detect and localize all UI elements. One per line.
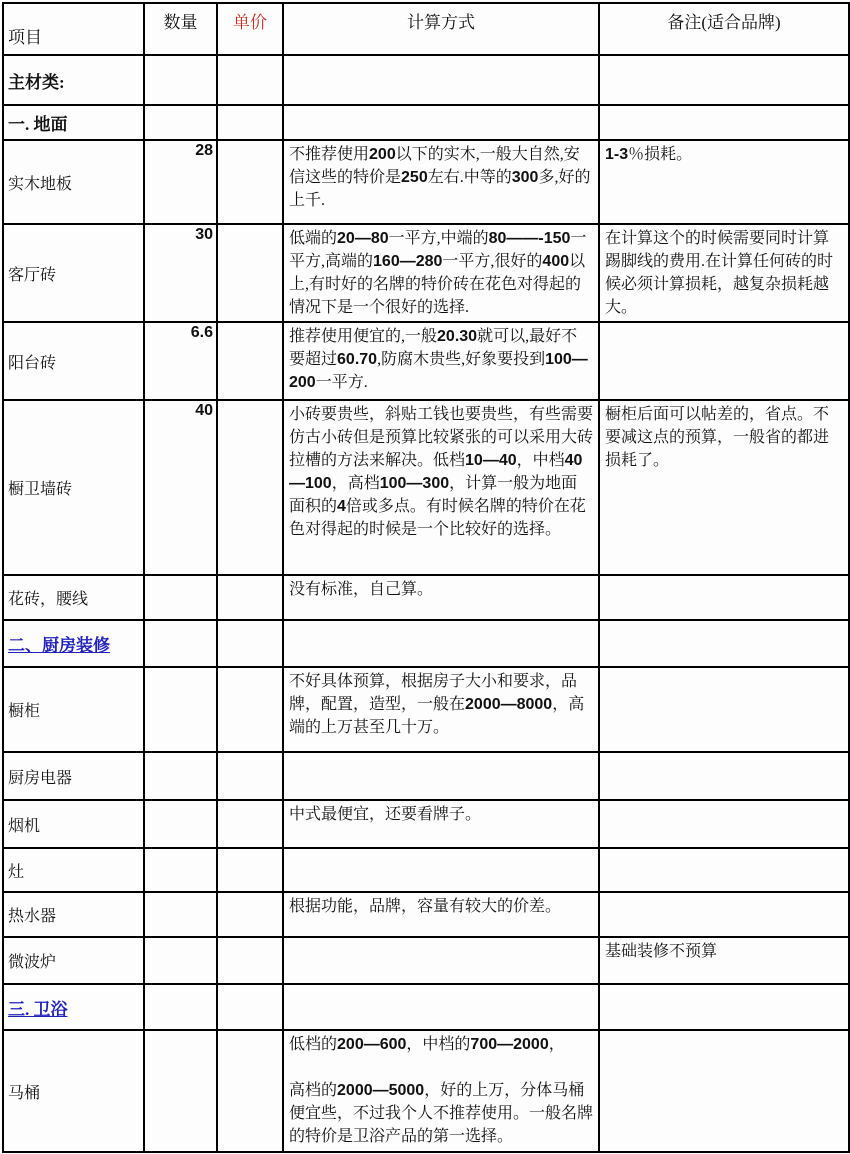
cell-text: 根据功能，品牌，容量有较大的价差。 [289,898,562,915]
table-row [3,224,849,322]
cell-text: 推荐使用便宜的,一般20.30就可以,最好不要超过60.70,防腐木贵些,好象要投到100—200一平方. [289,328,588,391]
item-cell [3,620,144,667]
unit-price-cell [217,322,283,400]
table-row [3,892,849,937]
item-cell [3,55,144,105]
table-row [3,667,849,752]
item-cell [3,575,144,620]
calc-method-cell [283,892,599,937]
cell-text: 1-3％损耗。 [605,146,693,163]
col-header-item: 项目 [3,3,144,55]
calc-method-cell [283,937,599,984]
calc-method-cell [283,752,599,800]
table-row [3,140,849,224]
item-cell [3,105,144,140]
quantity-cell [144,800,217,848]
item-label: 橱柜 [8,703,41,720]
unit-price-cell [217,620,283,667]
note-cell [599,752,849,800]
item-cell [3,224,144,322]
unit-price-cell [217,848,283,892]
table-row [3,575,849,620]
calc-method-cell [283,55,599,105]
calc-method-cell [283,322,599,400]
unit-price-cell [217,1030,283,1152]
calc-method-cell [283,1030,599,1152]
table-row [3,105,849,140]
quantity-cell [144,937,217,984]
budget-table [2,2,850,1153]
unit-price-cell [217,984,283,1030]
note-cell [599,848,849,892]
unit-price-cell [217,667,283,752]
section-link[interactable]: 二、厨房装修 [8,636,110,655]
calc-method-cell [283,848,599,892]
quantity-cell [144,984,217,1030]
note-cell [599,140,849,224]
unit-price-cell [217,752,283,800]
cell-text: 中式最便宜，还要看牌子。 [289,806,482,823]
quantity-cell [144,892,217,937]
calc-method-cell [283,400,599,575]
unit-price-cell [217,55,283,105]
item-label: 烟机 [8,817,41,835]
item-label: 阳台砖 [8,354,57,372]
cell-text: 低档的200—600，中档的700—2000， [289,1036,565,1053]
calc-method-cell [283,224,599,322]
item-label: 热水器 [8,908,57,925]
item-label: 微波炉 [8,954,57,971]
item-label: 花砖，腰线 [8,591,89,608]
table-row [3,848,849,892]
cell-text: 不好具体预算，根据房子大小和要求，品牌，配置，造型，一般在2000—8000，高端的上万甚至几十万。 [289,673,585,736]
item-label: 马桶 [8,1084,41,1102]
item-cell [3,752,144,800]
item-cell [3,984,144,1030]
note-cell [599,800,849,848]
calc-method-cell [283,140,599,224]
table-row [3,752,849,800]
note-cell [599,322,849,400]
col-header-price: 单价 [217,3,283,55]
unit-price-cell [217,105,283,140]
note-cell [599,224,849,322]
item-cell [3,800,144,848]
cell-text: 低端的20—80一平方,中端的80——-150一平方,高端的160—280一平方,很好的400以上,有时好的名牌的特价砖在花色对得起的情况下是一个很好的选择. [289,230,587,316]
cell-text: 橱柜后面可以帖差的，省点。不要减这点的预算，一般省的都进损耗了。 [605,406,830,469]
unit-price-cell [217,575,283,620]
unit-price-cell [217,224,283,322]
col-header-calc: 计算方式 [283,3,599,55]
quantity-cell [144,848,217,892]
quantity-cell [144,105,217,140]
calc-method-cell [283,620,599,667]
table-row [3,1030,849,1152]
item-label: 橱卫墙砖 [8,481,73,498]
quantity-cell [144,1030,217,1152]
cell-text: 在计算这个的时候需要同时计算踢脚线的费用.在计算任何砖的时候必须计算损耗，越复杂损耗越大。 [605,230,834,316]
cell-text: 不推荐使用200以下的实木,一般大自然,安信这些的特价是250左右.中等的300多,好的上千. [289,146,591,209]
table-row [3,620,849,667]
unit-price-cell [217,892,283,937]
item-cell [3,892,144,937]
item-label: 客厅砖 [8,266,57,284]
quantity-cell [144,575,217,620]
item-cell [3,400,144,575]
table-row [3,55,849,105]
cell-text: 高档的2000—5000，好的上万，分体马桶便宜些，不过我个人不推荐使用。一般名牌的特价是卫浴产品的第一选择。 [289,1082,594,1145]
calc-method-cell [283,105,599,140]
item-label: 实木地板 [8,175,73,193]
note-cell [599,575,849,620]
item-label: 主材类: [8,72,65,92]
quantity-cell [144,667,217,752]
calc-method-cell [283,575,599,620]
table-row [3,322,849,400]
table-row [3,400,849,575]
quantity-cell: 40 [144,400,217,575]
unit-price-cell [217,937,283,984]
quantity-cell: 30 [144,224,217,322]
calc-method-cell [283,667,599,752]
table-body [3,55,849,1152]
note-cell [599,620,849,667]
quantity-cell: 28 [144,140,217,224]
item-cell [3,937,144,984]
note-cell [599,400,849,575]
cell-text: 没有标准，自己算。 [289,581,434,598]
cell-text: 小砖要贵些，斜贴工钱也要贵些，有些需要仿古小砖但是预算比较紧张的可以采用大砖拉槽的方法来解决。低档10—40，中档40—100，高档100—300，计算一般为地面面积的4倍或多点。有时候名牌的特价在花色对得起的时候是一个比较好的选择。 [289,406,594,538]
note-cell [599,1030,849,1152]
item-label: 一. 地面 [8,115,68,134]
col-header-qty: 数量 [144,3,217,55]
unit-price-cell [217,400,283,575]
note-cell [599,55,849,105]
quantity-cell [144,55,217,105]
note-cell [599,937,849,984]
section-link[interactable]: 三. 卫浴 [8,999,68,1019]
col-header-note: 备注(适合品牌) [599,3,849,55]
note-cell [599,667,849,752]
item-cell [3,848,144,892]
item-cell [3,322,144,400]
note-cell [599,984,849,1030]
item-label: 厨房电器 [8,769,73,787]
table-row [3,800,849,848]
quantity-cell [144,620,217,667]
calc-method-cell [283,984,599,1030]
header-row [3,3,849,55]
note-cell [599,892,849,937]
quantity-cell: 6.6 [144,322,217,400]
item-cell [3,667,144,752]
item-label: 灶 [8,863,25,881]
unit-price-cell [217,800,283,848]
item-cell [3,140,144,224]
cell-text: 基础装修不预算 [605,943,718,960]
calc-method-cell [283,800,599,848]
item-cell [3,1030,144,1152]
quantity-cell [144,752,217,800]
table-row [3,984,849,1030]
table-row [3,937,849,984]
note-cell [599,105,849,140]
unit-price-cell [217,140,283,224]
